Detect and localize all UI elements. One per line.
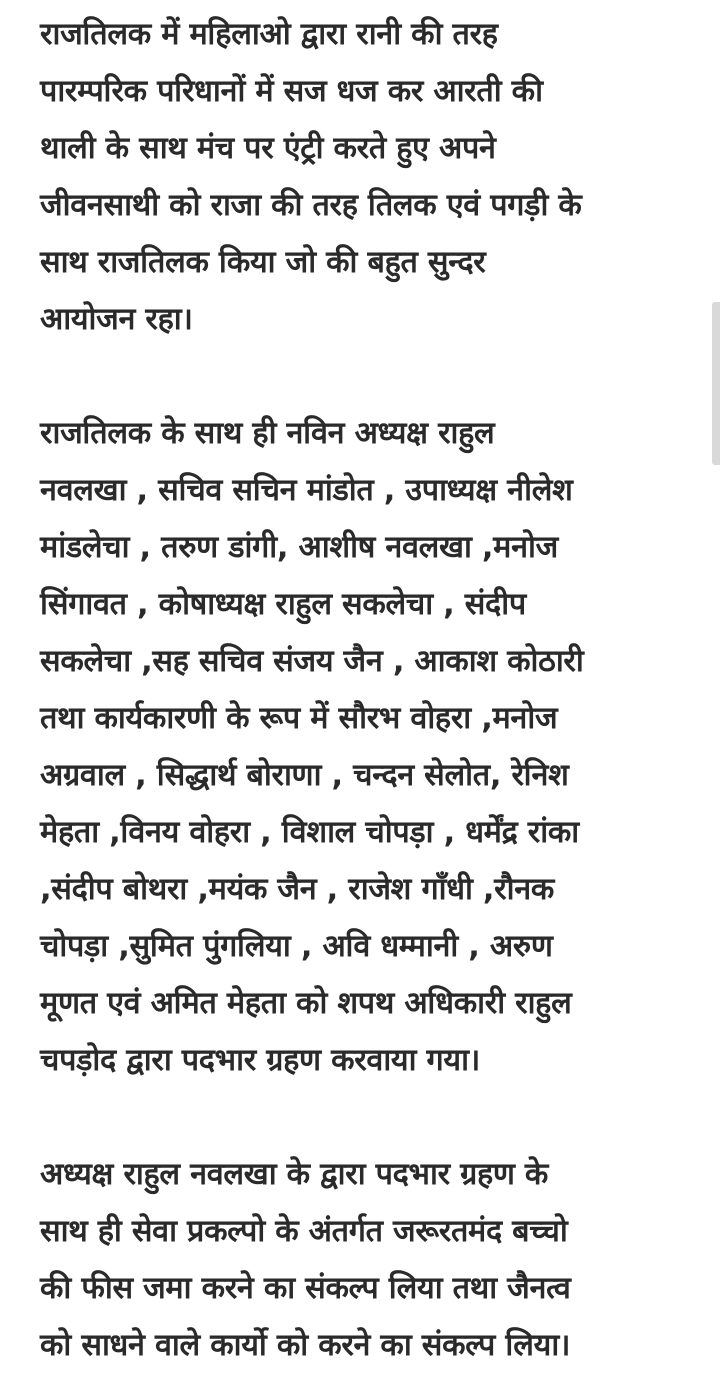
text-line: चोपड़ा ,सुमित पुंगलिया , अवि धम्मानी , अरुण <box>40 929 553 964</box>
text-line: अध्यक्ष राहुल नवलखा के द्वारा पदभार ग्रहण के <box>40 1157 549 1192</box>
text-line: मूणत एवं अमित मेहता को शपथ अधिकारी राहुल <box>40 986 572 1021</box>
text-line: अग्रवाल , सिद्धार्थ बोराणा , चन्दन सेलोत, रेनिश <box>40 758 569 793</box>
text-line: जीवनसाथी को राजा की तरह तिलक एवं पगड़ी के <box>40 188 582 223</box>
text-line: राजतिलक के साथ ही नविन अध्यक्ष राहुल <box>40 416 495 451</box>
text-line: राजतिलक में महिलाओ द्वारा रानी की तरह <box>40 17 498 52</box>
text-line: मांडलेचा , तरुण डांगी, आशीष नवलखा ,मनोज <box>40 530 558 565</box>
text-line: थाली के साथ मंच पर एंट्री करते हुए अपने <box>40 131 496 166</box>
paragraph-president-resolution <box>40 1146 690 1374</box>
text-line: मेहता ,विनय वोहरा , विशाल चोपड़ा , धर्मेंद्र रांका <box>40 815 579 850</box>
text-line: साथ राजतिलक किया जो की बहुत सुन्दर <box>40 245 486 280</box>
text-line: सिंगावत , कोषाध्यक्ष राहुल सकलेचा , संदीप <box>40 587 526 622</box>
text-line: पारम्परिक परिधानों में सज धज कर आरती की <box>40 74 543 109</box>
text-line: आयोजन रहा। <box>40 302 193 337</box>
paragraph-new-committee <box>40 405 690 1089</box>
text-line: सकलेचा ,सह सचिव संजय जैन , आकाश कोठारी <box>40 644 584 679</box>
scrollbar-thumb[interactable] <box>712 302 720 465</box>
text-line: की फीस जमा करने का संकल्प लिया तथा जैनत्व <box>40 1271 571 1306</box>
text-line: को साधने वाले कार्यो को करने का संकल्प लिया। <box>40 1328 571 1363</box>
article-body <box>40 6 690 1374</box>
text-line: तथा कार्यकारणी के रूप में सौरभ वोहरा ,मनोज <box>40 701 558 736</box>
paragraph-spacer <box>40 348 690 405</box>
text-line: ,संदीप बोथरा ,मयंक जैन , राजेश गाँधी ,रौनक <box>40 872 554 907</box>
text-line: नवलखा , सचिव सचिन मांडोत , उपाध्यक्ष नीलेश <box>40 473 573 508</box>
paragraph-spacer <box>40 1089 690 1146</box>
text-line: साथ ही सेवा प्रकल्पो के अंतर्गत जरूरतमंद बच्चो <box>40 1214 568 1249</box>
paragraph-rajtilak <box>40 6 690 348</box>
text-line: चपड़ोद द्वारा पदभार ग्रहण करवाया गया। <box>40 1043 480 1078</box>
